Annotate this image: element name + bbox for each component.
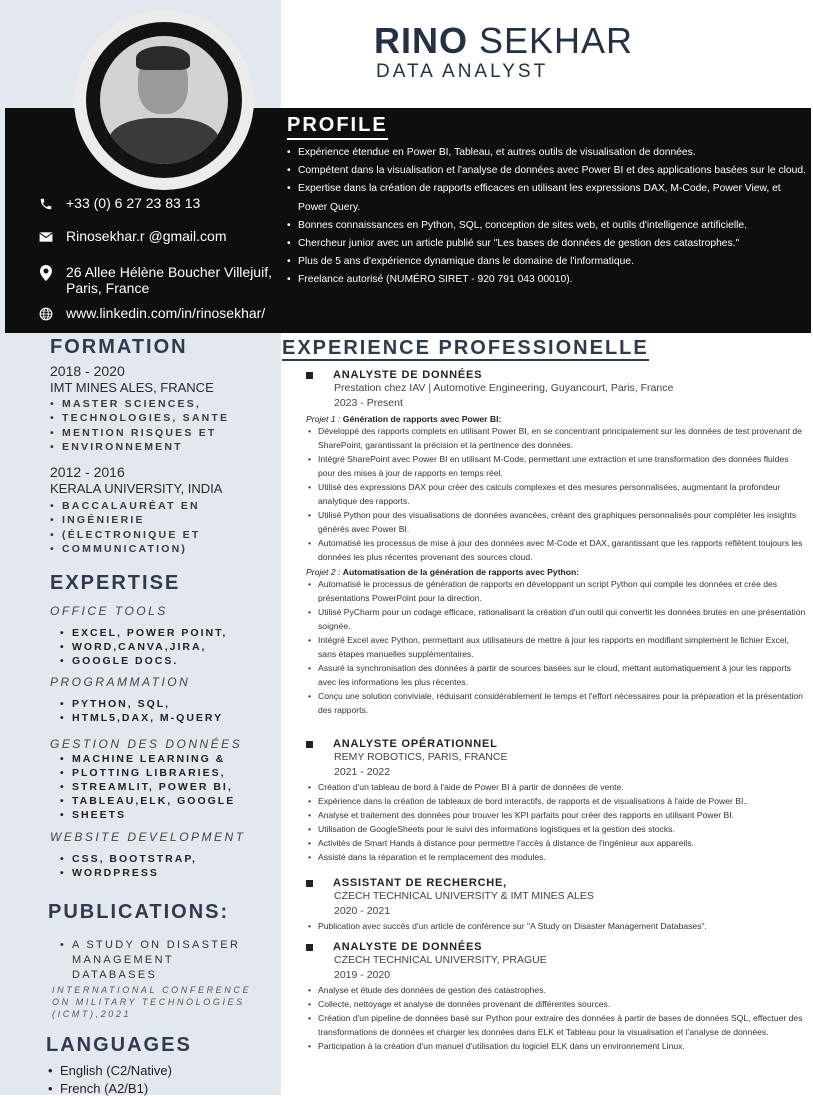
expertise-line: • GOOGLE DOCS. [60,654,227,668]
job-entry [306,369,806,717]
job-title: ASSISTANT DE RECHERCHE, [333,877,508,889]
formation-heading: FORMATION [50,336,188,358]
job-bullets [306,983,806,1053]
expertise-line: • PYTHON, SQL, [60,697,223,711]
profile-list [287,144,807,290]
experience-heading [282,337,649,359]
degree-line: • MENTION RISQUES ET [50,426,229,440]
expertise-line: • TABLEAU,ELK, GOOGLE [60,794,235,808]
expertise-list [60,852,197,880]
bullet-item: • Création d'un tableau de bord à l'aide de Power BI à partir de données de vente. [306,780,806,794]
job-title: ANALYSTE DE DONNÉES [333,369,483,381]
bullet-item: • Intégré Excel avec Python, permettant aux utilisateurs de mettre à jour les rapports en modifiant simplement le fichier Excel, sans étapes manuelles supplémentaires. [306,633,806,661]
expertise-line: • EXCEL, POWER POINT, [60,626,227,640]
bullet-item: • Utilisation de GoogleSheets pour le suivi des informations logistiques et la gestion des stocks. [306,822,806,836]
square-bullet-icon [306,741,313,748]
address-line2: Paris, France [66,280,150,296]
email-icon [38,229,54,245]
project-bullets [306,424,806,564]
degree-line: • COMMUNICATION) [50,542,200,556]
expertise-line: • HTML5,DAX, M-QUERY [60,711,223,725]
job-date: 2019 - 2020 [334,969,391,981]
job-organization: REMY ROBOTICS, PARIS, FRANCE [334,751,508,763]
publication-conference: INTERNATIONAL CONFERENCE ON MILITARY TECHNOLOGIES (ICMT),2021 [52,985,252,1019]
formation-years: 2018 - 2020 [50,363,125,379]
bullet-item: • Analyse et étude des données de gestion des catastrophes. [306,983,806,997]
publications-heading: PUBLICATIONS: [48,901,230,923]
bullet-item: • Collecte, nettoyage et analyse de données provenant de différentes sources. [306,997,806,1011]
project-heading: Projet 2 : Automatisation de la génération de rapports avec Python: [306,567,580,577]
expertise-group-name: GESTION DES DONNÉES [50,737,243,751]
experience-heading-text: EXPERIENCE PROFESSIONELLE [282,337,649,359]
profile-item: • Expertise dans la création de rapports efficaces en utilisant les expressions DAX, M-Code, Power View, et Power Query. [287,180,807,216]
bullet-item: • Assuré la synchronisation des données à partir de sources basées sur le cloud, mettant automatiquement à jour les rapports avec les informations les plus récentes. [306,661,806,689]
square-bullet-icon [306,880,313,887]
square-bullet-icon [306,372,313,379]
bullet-item: • Développé des rapports complets en utilisant Power BI, en se concentrant principalement sur les données de test provenant de SharePoint, garantissant la précision et la pertinence des données. [306,424,806,452]
degree-line: • BACCALAURÉAT EN [50,499,200,513]
job-bullets [306,919,806,933]
job-entry [306,738,806,864]
profile-item: • Plus de 5 ans d'expérience dynamique dans le domaine de l'informatique. [287,253,807,271]
job-date: 2023 - Present [334,397,403,409]
languages-heading: LANGUAGES [46,1034,192,1056]
name-first: RINO [374,20,468,61]
address-line1: 26 Allee Hélène Boucher Villejuif, [66,264,272,280]
phone-icon [38,196,54,212]
expertise-group-name: PROGRAMMATION [50,675,191,689]
expertise-list [60,626,227,668]
profile-item: • Chercheur junior avec un article publié sur "Les bases de données de gestion des catastrophes." [287,235,807,253]
formation-degree [50,499,200,556]
job-organization: Prestation chez IAV | Automotive Engineering, Guyancourt, Paris, France [334,382,674,394]
expertise-group-name: OFFICE TOOLS [50,604,168,618]
degree-line: • INGÉNIERIE [50,513,200,527]
contact-phone [38,195,200,212]
bullet-item: • Utilisé Python pour des visualisations de données avancées, créant des graphiques personnalisés pour compléter les insights générés avec Power BI. [306,508,806,536]
expertise-line: • WORDPRESS [60,866,197,880]
profile-item: • Compétent dans la visualisation et l'analyse de données avec Power BI et des applications basées sur le cloud. [287,162,807,180]
bullet-item: • Utilisé PyCharm pour un codage efficace, rationalisant la création d'un outil qui convertit les données brutes en une présentation soignée. [306,605,806,633]
formation-degree [50,397,229,454]
job-organization: CZECH TECHNICAL UNIVERSITY & IMT MINES ALES [334,890,594,902]
job-title: DATA ANALYST [376,61,549,82]
expertise-line: • SHEETS [60,808,235,822]
bullet-item: • Activités de Smart Hands à distance pour permettre l'accès à distance de l'ingénieur aux appareils. [306,836,806,850]
profile-item: • Freelance autorisé (NUMÉRO SIRET - 920 791 043 00010). [287,271,807,289]
formation-years: 2012 - 2016 [50,464,125,480]
job-date: 2020 - 2021 [334,905,391,917]
formation-school: KERALA UNIVERSITY, INDIA [50,481,223,496]
job-entry [306,941,806,1053]
expertise-list [60,752,235,822]
contact-linkedin [38,305,265,322]
expertise-list [60,697,223,725]
project-heading: Projet 1 : Génération de rapports avec Power BI: [306,414,502,424]
linkedin-link[interactable]: www.linkedin.com/in/rinosekhar/ [66,305,266,321]
bullet-item: • Publication avec succès d'un article de conférence sur "A Study on Disaster Management Databases". [306,919,806,933]
bullet-item: • Assisté dans la réparation et le remplacement des modules. [306,850,806,864]
square-bullet-icon [306,944,313,951]
candidate-name [374,20,633,62]
contact-address [38,264,272,296]
contact-email [38,228,227,245]
project-bullets [306,577,806,717]
degree-line: • ENVIRONNEMENT [50,440,229,454]
degree-line: • TECHNOLOGIES, SANTE [50,411,229,425]
expertise-line: • STREAMLIT, POWER BI, [60,780,235,794]
languages-list [48,1062,172,1098]
bullet-item: • Conçu une solution conviviale, réduisant considérablement le temps et l'effort nécessaires pour la préparation et la présentation des rapports. [306,689,806,717]
profile-heading: PROFILE [287,114,388,140]
globe-icon [38,306,54,322]
bullet-item: • Analyse et traitement des données pour trouver les KPI parfaits pour créer des rapports en utilisant Power BI. [306,808,806,822]
job-title: ANALYSTE OPÉRATIONNEL [333,738,498,750]
name-last: SEKHAR [479,20,634,61]
profile-photo [74,10,254,190]
email-text[interactable]: Rinosekhar.r @gmail.com [66,228,227,244]
language-item: • French (A2/B1) [48,1080,172,1098]
expertise-line: • WORD,CANVA,JIRA, [60,640,227,654]
expertise-line: • MACHINE LEARNING & [60,752,235,766]
publication-title [60,938,240,983]
profile-item: • Bonnes connaissances en Python, SQL, conception de sites web, et outils d'intelligence artificielle. [287,217,807,235]
job-entry [306,877,806,933]
bullet-item: • Automatisé les processus de mise à jour des données avec M-Code et DAX, garantissant que les rapports reflètent toujours les données les plus récentes provenant des sources cloud. [306,536,806,564]
degree-line: • MASTER SCIENCES, [50,397,229,411]
publication-line: DATABASES [72,969,158,981]
bullet-item: • Automatisé le processus de génération de rapports en développant un script Python qui compile les données et crée des présentations PowerPoint pour la direction. [306,577,806,605]
formation-school: IMT MINES ALES, FRANCE [50,380,214,395]
job-bullets [306,780,806,864]
bullet-item: • Utilisé des expressions DAX pour créer des calculs complexes et des mesures personnalisées, augmentant la profondeur analytique des rapports. [306,480,806,508]
bullet-item: • Expérience dans la création de tableaux de bord interactifs, de rapports et de visualisations à l'aide de Power BI.. [306,794,806,808]
job-date: 2021 - 2022 [334,766,391,778]
expertise-line: • PLOTTING LIBRARIES, [60,766,235,780]
publication-line: • A STUDY ON DISASTER [60,938,240,953]
location-pin-icon [38,265,54,281]
bullet-item: • Création d'un pipeline de données basé sur Python pour extraire des données à partir de bases de données SQL, effectuer des transformations de données et charger les données dans ELK et Tableau pour la visualisation et l'analyse de données. [306,1011,806,1039]
phone-text: +33 (0) 6 27 23 83 13 [66,195,201,211]
language-item: • English (C2/Native) [48,1062,172,1080]
publication-line: MANAGEMENT [72,954,174,966]
expertise-heading: EXPERTISE [50,572,181,594]
job-title: ANALYSTE DE DONNÉES [333,941,483,953]
expertise-line: • CSS, BOOTSTRAP, [60,852,197,866]
job-organization: CZECH TECHNICAL UNIVERSITY, PRAGUE [334,954,547,966]
bullet-item: • Intégré SharePoint avec Power BI en utilisant M-Code, permettant une extraction et une transformation des données fluides pour des mises à jour de rapports en temps réel. [306,452,806,480]
degree-line: • (ÉLECTRONIQUE ET [50,528,200,542]
profile-item: • Expérience étendue en Power BI, Tableau, et autres outils de visualisation de données. [287,144,807,162]
expertise-group-name: WEBSITE DEVELOPMENT [50,830,246,844]
bullet-item: • Participation à la création d'un manuel d'utilisation du logiciel ELK dans un environnement Linux. [306,1039,806,1053]
